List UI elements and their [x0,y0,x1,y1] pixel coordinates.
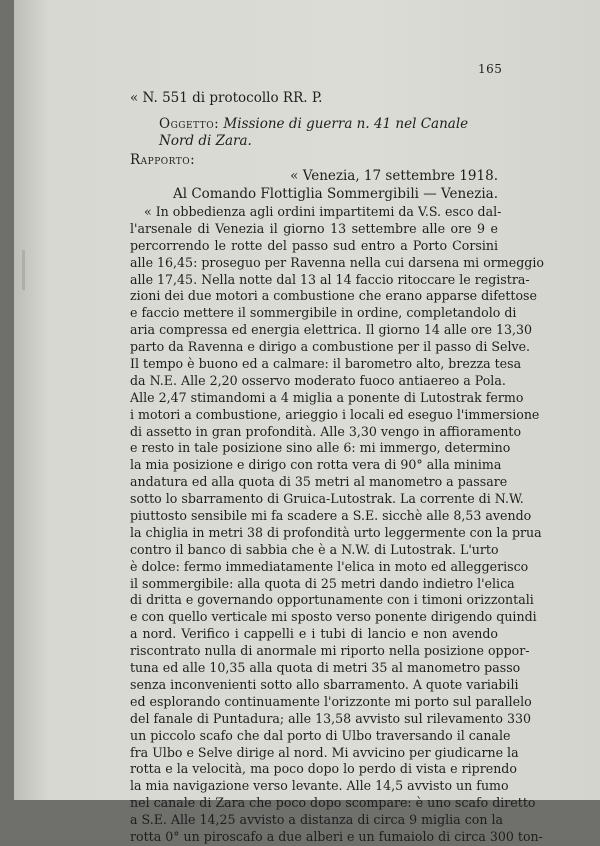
body-line: Il tempo è buono ed a calmare: il barometro alto, brezza tesa [130,356,522,372]
protocol-line: « N. 551 di protocollo RR. P. [130,90,323,106]
body-line: a S.E. Alle 14,25 avvisto a distanza di circa 9 miglia con la [130,812,503,828]
body-line: fra Ulbo e Selve dirige al nord. Mi avvicino per giudicarne la [130,744,519,760]
body-line: alle 16,45: proseguo per Ravenna nella cui darsena mi ormeggio [130,254,544,270]
body-line: ed esplorando continuamente l'orizzonte mi porto sul parallelo [130,693,532,709]
body-line: rotta e la velocità, ma poco dopo lo perdo di vista e riprendo [130,761,517,777]
body-line: sotto lo sbarramento di Gruica-Lutostrak. La corrente di N.W. [130,491,524,507]
body-line: del fanale di Puntadura; alle 13,58 avvisto sul rilevamento 330 [130,710,532,726]
body-line: andatura ed alla quota di 35 metri al manometro a passare [130,474,508,490]
body-line: l'arsenale di Venezia il giorno 13 settembre alle ore 9 e [130,220,498,236]
body-line: e con quello verticale mi sposto verso ponente dirigendo quindi [130,609,537,625]
subject-block [159,116,499,150]
subject-label: Oggetto: [159,116,220,132]
body-line: la chiglia in metri 38 di profondità urto leggermente con la prua [130,524,542,540]
body-line: « In obbedienza agli ordini impartitemi da V.S. esco dal- [144,204,502,219]
body-line: senza inconvenienti sotto allo sbarramento. A quote variabili [130,676,519,692]
body-line: piuttosto sensibile mi fa scadere a S.E. sicchè alle 8,53 avendo [130,508,532,524]
body-line: zioni dei due motori a combustione che erano apparse difettose [130,288,537,304]
body-line: da N.E. Alle 2,20 osservo moderato fuoco antiaereo a Pola. [130,372,506,388]
body-line: nel canale di Zara che poco dopo scompare: è uno scafo diretto [130,795,536,811]
body-line: percorrendo le rotte del passo sud entro a Porto Corsini [130,237,498,253]
scan-margin-mark [22,250,25,290]
body-line: di dritta e governando opportunamente con i timoni orizzontali [130,592,534,608]
body-line: tuna ed alle 10,35 alla quota di metri 35 al manometro passo [130,660,521,676]
body-line: e faccio mettere il sommergibile in ordine, completandolo di [130,305,517,321]
dateline: « Venezia, 17 settembre 1918. [290,168,498,184]
body-line: la mia navigazione verso levante. Alle 14,5 avvisto un fumo [130,778,509,794]
body-line: è dolce: fermo immediatamente l'elica in moto ed alleggerisco [130,558,529,574]
body-line: i motori a combustione, arieggio i locali ed eseguo l'immersione [130,406,540,422]
report-body [130,204,544,846]
body-line: aria compressa ed energia elettrica. Il giorno 14 alle ore 13,30 [130,322,532,338]
document-page [14,0,600,844]
body-line: Alle 2,47 stimandomi a 4 miglia a ponente di Lutostrak fermo [130,389,524,405]
body-line: il sommergibile: alla quota di 25 metri dando indietro l'elica [130,575,515,591]
body-line: parto da Ravenna e dirigo a combustione per il passo di Selve. [130,339,531,355]
subject-text: Missione di guerra n. 41 nel Canale Nord di Zara. [159,116,469,149]
addressee: Al Comando Flottiglia Sommergibili — Venezia. [172,186,498,202]
body-line: riscontrato nulla di anormale mi riporto nella posizione oppor- [130,643,530,659]
body-line: rotta 0° un piroscafo a due alberi e un fumaiolo di circa 300 ton- [130,828,543,844]
page-number: 165 [478,62,503,76]
body-line: di assetto in gran profondità. Alle 3,30 vengo in affioramento [130,423,522,439]
body-line: la mia posizione e dirigo con rotta vera di 90° alla minima [130,457,502,473]
body-line: un piccolo scafo che dal porto di Ulbo traversando il canale [130,727,511,743]
body-line: a nord. Verifico i cappelli e i tubi di lancio e non avendo [130,626,498,642]
body-line: e resto in tale posizione sino alle 6: mi immergo, determino [130,440,511,456]
body-line: contro il banco di sabbia che è a N.W. di Lutostrak. L'urto [130,541,499,557]
body-line: alle 17,45. Nella notte dal 13 al 14 faccio ritoccare le registra- [130,271,530,287]
report-label: Rapporto: [130,152,196,168]
